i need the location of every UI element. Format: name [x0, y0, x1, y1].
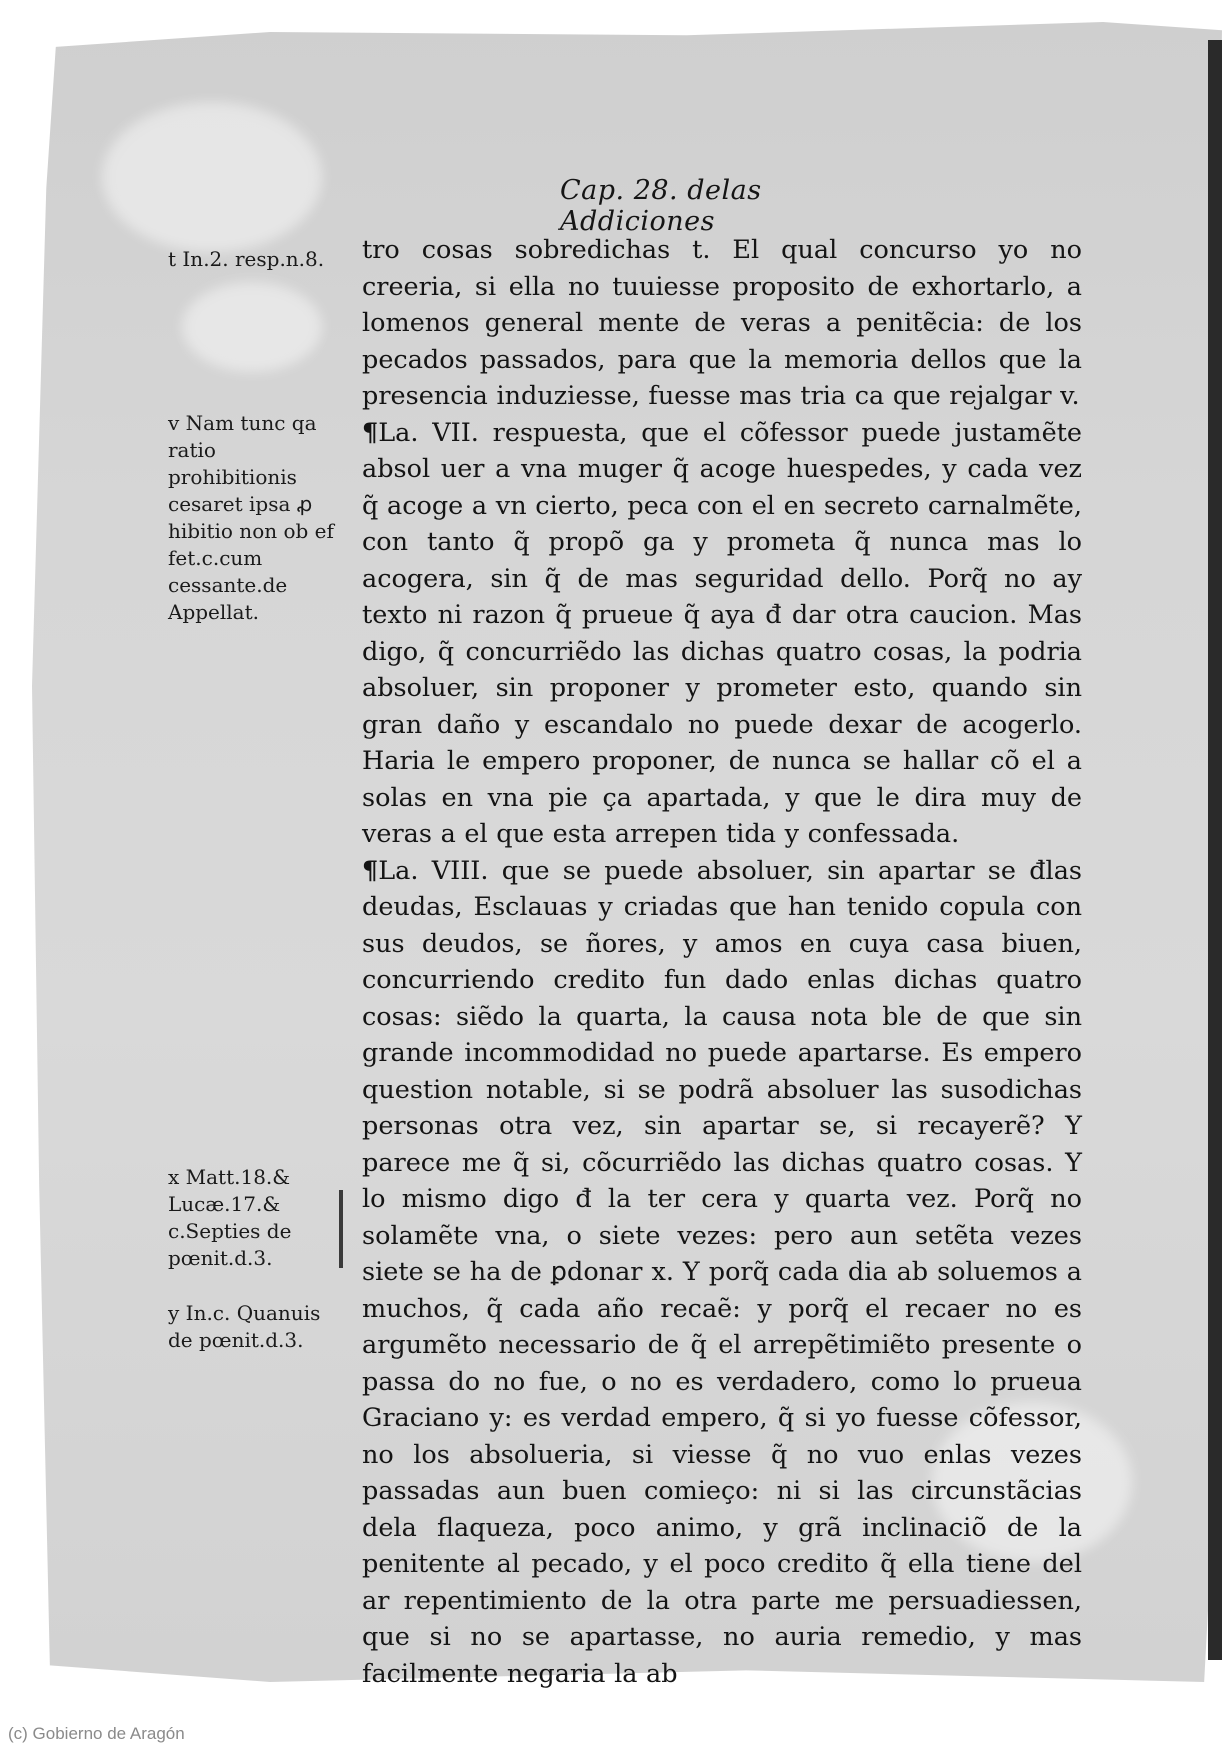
binding-edge — [1208, 40, 1222, 1660]
margin-note-text: Nam tunc qa ratio prohibitionis cesaret ipsa ꝓ hibitio non ob ef fet.c.cum cessante.de Appellat. — [168, 411, 334, 624]
paragraph-2 — [362, 415, 1082, 853]
margin-note-x — [168, 1164, 348, 1272]
margin-bracket — [339, 1190, 343, 1268]
paragraph-1: tro cosas sobredichas t. El qual concurso yo no creeria, si ella no tuuiesse proposito de exhortarlo, a lomenos general mente de veras a penitẽcia: de los pecados passados, para que la memoria dellos que la presencia induziesse, fuesse mas tria ca que rejalgar v. — [362, 235, 1082, 411]
margin-note-text: In.2. resp.n.8. — [182, 247, 325, 271]
margin-note-marker: v — [168, 411, 180, 435]
paragraph-3 — [362, 853, 1082, 1693]
paragraph-2-text: La. VII. respuesta, que el cõfessor puede justamẽte absol uer a vna muger q̃ acoge huespedes, y cada vez q̃ acoge a vn cierto, peca con el en secreto carnalmẽte, con tanto q̃ propõ ga y prometa q̃ nunca mas lo acogera, sin q̃ de mas seguridad dello. Porq̃ no ay texto ni razon q̃ prueue q̃ aya đ dar otra caucion. Mas digo, q̃ concurriẽdo las dichas quatro cosas, la podria absoluer, sin proponer y prometer esto, quando sin gran daño y escandalo no puede dexar de acogerlo. Haria le empero proponer, de nunca se hallar cõ el a solas en vna pie ça apartada, y que le dira muy de veras a el que esta arrepen tida y confessada. — [362, 417, 1082, 849]
margin-note-text: In.c. Quanuis de pœnit.d.3. — [168, 1301, 321, 1352]
pilcrow-icon: ¶ — [362, 417, 379, 448]
margin-note-marker: t — [168, 247, 177, 271]
paper-stain — [102, 102, 322, 252]
margin-note-y — [168, 1300, 348, 1354]
margin-note-marker: x — [168, 1165, 180, 1189]
margin-note-v — [168, 410, 346, 626]
paragraph-3-text: La. VIII. que se puede absoluer, sin apartar se đlas deudas, Esclauas y criadas que han tenido copula con sus deudos, se ñores, y amos en cuya casa biuen, concurriendo credito fun dado enlas dichas quatro cosas: siẽdo la quarta, la causa nota ble de que sin grande incommodidad no puede apartarse. Es empero question notable, si se podrã absoluer las susodichas personas otra vez, sin apartar se, si recayerẽ? Y parece me q̃ si, cõcurriẽdo las dichas quatro cosas. Y lo mismo digo đ la ter cera y quarta vez. Porq̃ no solamẽte vna, o siete vezes: pero aun setẽta vezes siete se ha de ꝑdonar x. Y porq̃ cada dia ab soluemos a muchos, q̃ cada año recaẽ: y porq̃ el recaer no es argumẽto necessario de q̃ el arrepẽtimiẽto presente o passa do no fue, o no es verdadero, como lo prueua Graciano y: es verdad empero, q̃ si yo fuesse cõfessor, no los absolueria, si viesse q̃ no vuo enlas vezes passadas aun buen comieço: ni si las circunstãcias dela flaqueza, poco animo, y grã inclinaciõ de la penitente al pecado, y el poco credito q̃ ella tiene del ar repentimiento de la otra parte me persuadiessen, que si no se apartasse, no auria remedio, y mas facilmente negaria la ab — [362, 855, 1082, 1689]
paper-stain — [182, 282, 322, 372]
margin-note-marker: y — [168, 1301, 180, 1325]
margin-note-text: Matt.18.& Lucæ.17.& c.Septies de pœnit.d.3. — [168, 1165, 292, 1270]
main-text-column — [362, 232, 1082, 1692]
running-title: Cap. 28. delas Addiciones — [560, 175, 762, 237]
copyright-watermark: (c) Gobierno de Aragón — [8, 1724, 185, 1743]
margin-note-t — [168, 246, 348, 273]
pilcrow-icon: ¶ — [362, 855, 379, 886]
